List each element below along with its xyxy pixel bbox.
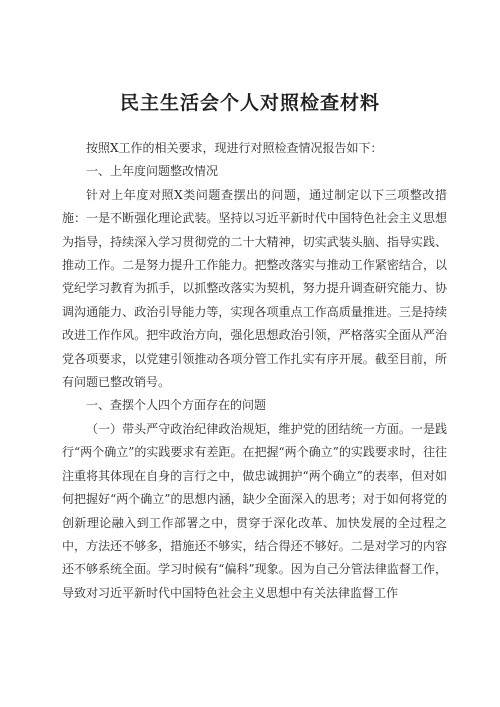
section-heading-problems: 一、查摆个人四个方面存在的问题	[86, 398, 267, 413]
section-heading-rectification: 一、上年度问题整改情况	[86, 164, 219, 179]
document-title: 民主生活会个人对照检查材料	[119, 92, 380, 114]
intro-paragraph: 按照X工作的相关要求，现进行对照检查情况报告如下：	[86, 141, 383, 155]
rectification-paragraph: 针对上年度对照X类问题查摆出的问题，通过制定以下三项整改措施：一是不断强化理论武装。坚持以习近平新时代中国特色社会主义思想为指导，持续深入学习贯彻党的二十大精神，切实武装头脑、指导实践、推动工作。二是努力提升工作能力。把整改落实与推动工作紧密结合，以党纪学习教育为抓手，以抓整改落实为契机，努力提升调查研究能力、协调沟通能力、政治引导能力等，实现各项重点工作高质量推进。三是持续改进工作作风。把牢政治方向，强化思想政治引领，严格落实全面从严治党各项要求，以党建引领推动各项分管工作扎实有序开展。截至目前，所有问题已整改销号。	[62, 187, 447, 390]
problems-paragraph: （一）带头严守政治纪律政治规矩，维护党的团结统一方面。一是践行“两个确立”的实践要求有差距。在把握“两个确立”的实践要求时，往往注重将其体现在自身的言行之中，做忠诚拥护“两个确立”的表率，但对如何把握好“两个确立”的思想内涵，缺少全面深入的思考；对于如何将党的创新理论融入到工作部署之中，贯穿于深化改革、加快发展的全过程之中，方法还不够多，措施还不够实，结合得还不够好。二是对学习的内容还不够系统全面。学习时候有“偏科”现象。因为自己分管法律监督工作，导致对习近平新时代中国特色社会主义思想中有关法律监督工作	[62, 421, 447, 600]
document-body	[62, 137, 447, 605]
